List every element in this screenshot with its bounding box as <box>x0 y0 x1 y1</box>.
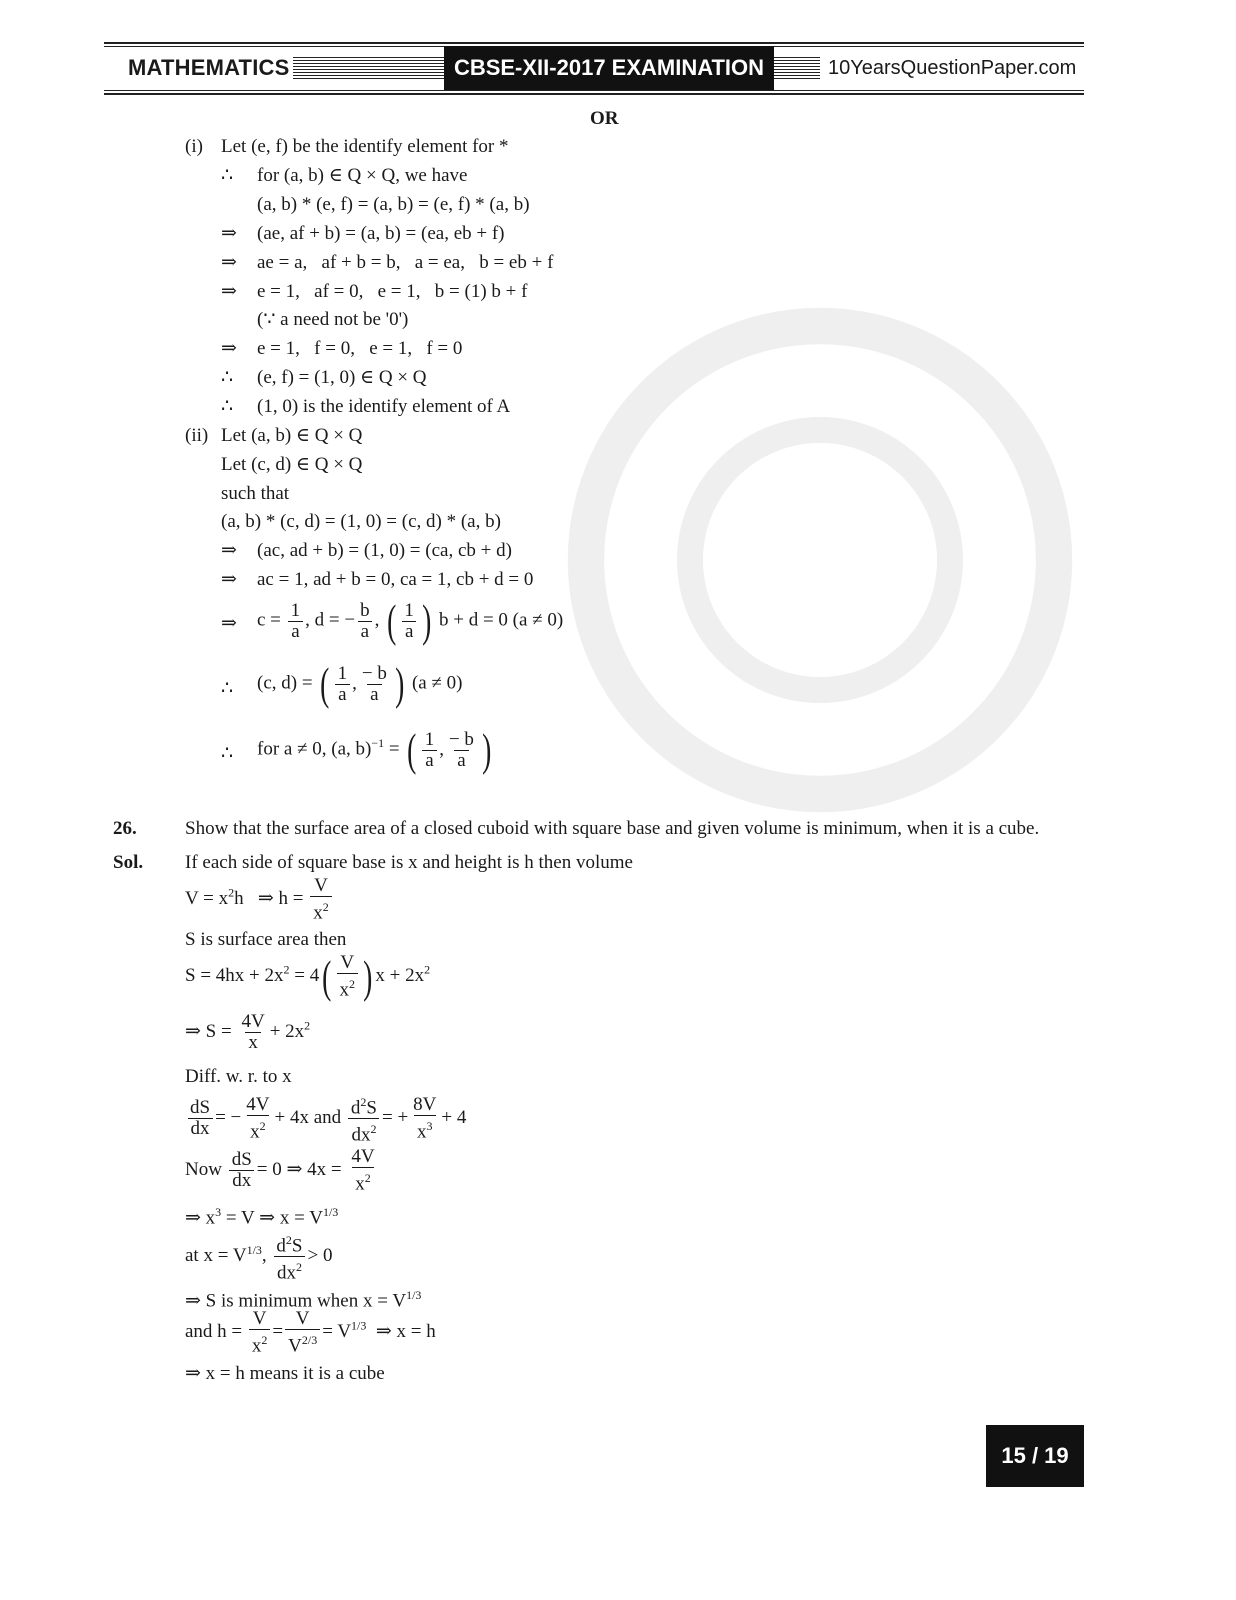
header-rule-bottom-thick <box>104 93 1084 95</box>
site-name: 10YearsQuestionPaper.com <box>828 56 1077 79</box>
part-i-line-9: (e, f) = (1, 0) ∈ Q × Q <box>257 367 427 388</box>
solution-intro: If each side of square base is x and height is h then volume <box>185 852 633 873</box>
part-ii-line-6: ac = 1, ad + b = 0, ca = 1, cb + d = 0 <box>257 569 534 590</box>
part-ii-line-4: (a, b) * (c, d) = (1, 0) = (c, d) * (a, b) <box>221 511 501 532</box>
part-i-line-6: e = 1, af = 0, e = 1, b = (1) b + f <box>257 281 528 302</box>
implies-symbol: ⇒ <box>221 613 237 634</box>
solution-surface-line: S is surface area then <box>185 929 347 950</box>
part-i-line-5: ae = a, af + b = b, a = ea, b = eb + f <box>257 252 554 273</box>
therefore-symbol: ∴ <box>221 743 234 764</box>
implies-symbol: ⇒ <box>221 252 237 273</box>
part-i-line-1: Let (e, f) be the identify element for * <box>221 136 509 157</box>
therefore-symbol: ∴ <box>221 396 234 417</box>
exam-title: CBSE-XII-2017 EXAMINATION <box>453 55 765 80</box>
solution-min-line: ⇒ S is minimum when $x = V^{1/3}$ <box>185 1288 422 1312</box>
header-stripes-right <box>774 57 820 79</box>
implies-symbol: ⇒ <box>221 281 237 302</box>
solution-conclusion: ⇒ x = h means it is a cube <box>185 1363 385 1384</box>
part-i-line-7: (∵ a need not be '0') <box>257 309 409 330</box>
equation-surface-simplified: ⇒ S = $\frac{4V}{x}$ + $2x^2$ <box>185 1011 311 1053</box>
part-i-line-4: (ae, af + b) = (a, b) = (ea, eb + f) <box>257 223 505 244</box>
implies-symbol: ⇒ <box>221 569 237 590</box>
question-number: 26. <box>113 818 137 839</box>
question-text: Show that the surface area of a closed cuboid with square base and given volume is minimum, when it is a cube. <box>185 818 1040 839</box>
equation-surface: $S = 4hx + 2x^2 = 4$ ( V $x^2$ ) $x + 2x^2$ <box>185 950 431 1002</box>
implies-symbol: ⇒ <box>221 223 237 244</box>
equation-c-d-value: (c, d) = ( 1 a , − b a ) (a ≠ 0) <box>257 658 463 709</box>
header-site <box>774 46 1084 90</box>
header-subject <box>104 46 444 90</box>
equation-x-value: ⇒ $x^3 = V$ ⇒ $x = V^{1/3}$ <box>185 1205 339 1229</box>
equation-height: and h = $\frac{V}{x^2}$ = $\frac{V}{V^{2/3}}$ = $V^{1/3}$ ⇒ x = h <box>185 1308 436 1357</box>
page-number: 15 / 19 <box>986 1425 1084 1487</box>
implies-symbol: ⇒ <box>221 338 237 359</box>
implies-symbol: ⇒ <box>221 540 237 561</box>
therefore-symbol: ∴ <box>221 165 234 186</box>
equation-volume: $V = x^2h$ ⇒ h = $\frac{V}{x^2}$ <box>185 876 334 923</box>
header-rule-top <box>104 42 1084 44</box>
part-i-line-10: (1, 0) is the identify element of A <box>257 396 511 417</box>
header-exam <box>444 46 774 90</box>
therefore-symbol: ∴ <box>221 678 234 699</box>
solution-diff-line: Diff. w. r. to x <box>185 1066 292 1087</box>
part-ii-line-1: Let (a, b) ∈ Q × Q <box>221 425 363 446</box>
part-ii-line-5: (ac, ad + b) = (1, 0) = (ca, cb + d) <box>257 540 512 561</box>
equation-derivatives: $\frac{dS}{dx}$ = − $\frac{4V}{x^2}$ + 4x and $\frac{d^2S}{dx^2}$ = + $\frac{8V}{x^3}$ + 4 <box>185 1092 466 1146</box>
equation-critical: Now $\frac{dS}{dx}$ = 0 ⇒ 4x = $\frac{4V}{x^2}$ <box>185 1146 375 1195</box>
header-stripes-mid <box>293 57 444 79</box>
equation-inverse: for a ≠ 0, (a, b)$^{-1}$ = ( 1 a , − b a ) <box>257 724 492 775</box>
watermark-logo <box>560 300 1080 820</box>
equation-c-d: c = $\frac{1}{a}$ , d = − $\frac{b}{a}$ , ( 1 a ) b + d = 0 (a ≠ 0) <box>257 595 564 646</box>
part-i-line-2: for (a, b) ∈ Q × Q, we have <box>257 165 468 186</box>
part-i-line-8: e = 1, f = 0, e = 1, f = 0 <box>257 338 463 359</box>
part-ii-line-3: such that <box>221 483 290 504</box>
or-heading: OR <box>590 108 619 129</box>
part-ii-line-2: Let (c, d) ∈ Q × Q <box>221 454 363 475</box>
solution-label: Sol. <box>113 852 144 873</box>
header-rule-bottom <box>104 90 1084 91</box>
equation-second-derivative: at $x = V^{1/3}$, $\frac{d^2S}{dx^2}$ > 0 <box>185 1233 333 1284</box>
therefore-symbol: ∴ <box>221 367 234 388</box>
part-i-line-3: (a, b) * (e, f) = (a, b) = (e, f) * (a, b) <box>257 194 530 215</box>
subject-title: MATHEMATICS <box>104 55 293 81</box>
part-ii-label: (ii) <box>185 425 209 446</box>
part-i-label: (i) <box>185 136 203 157</box>
